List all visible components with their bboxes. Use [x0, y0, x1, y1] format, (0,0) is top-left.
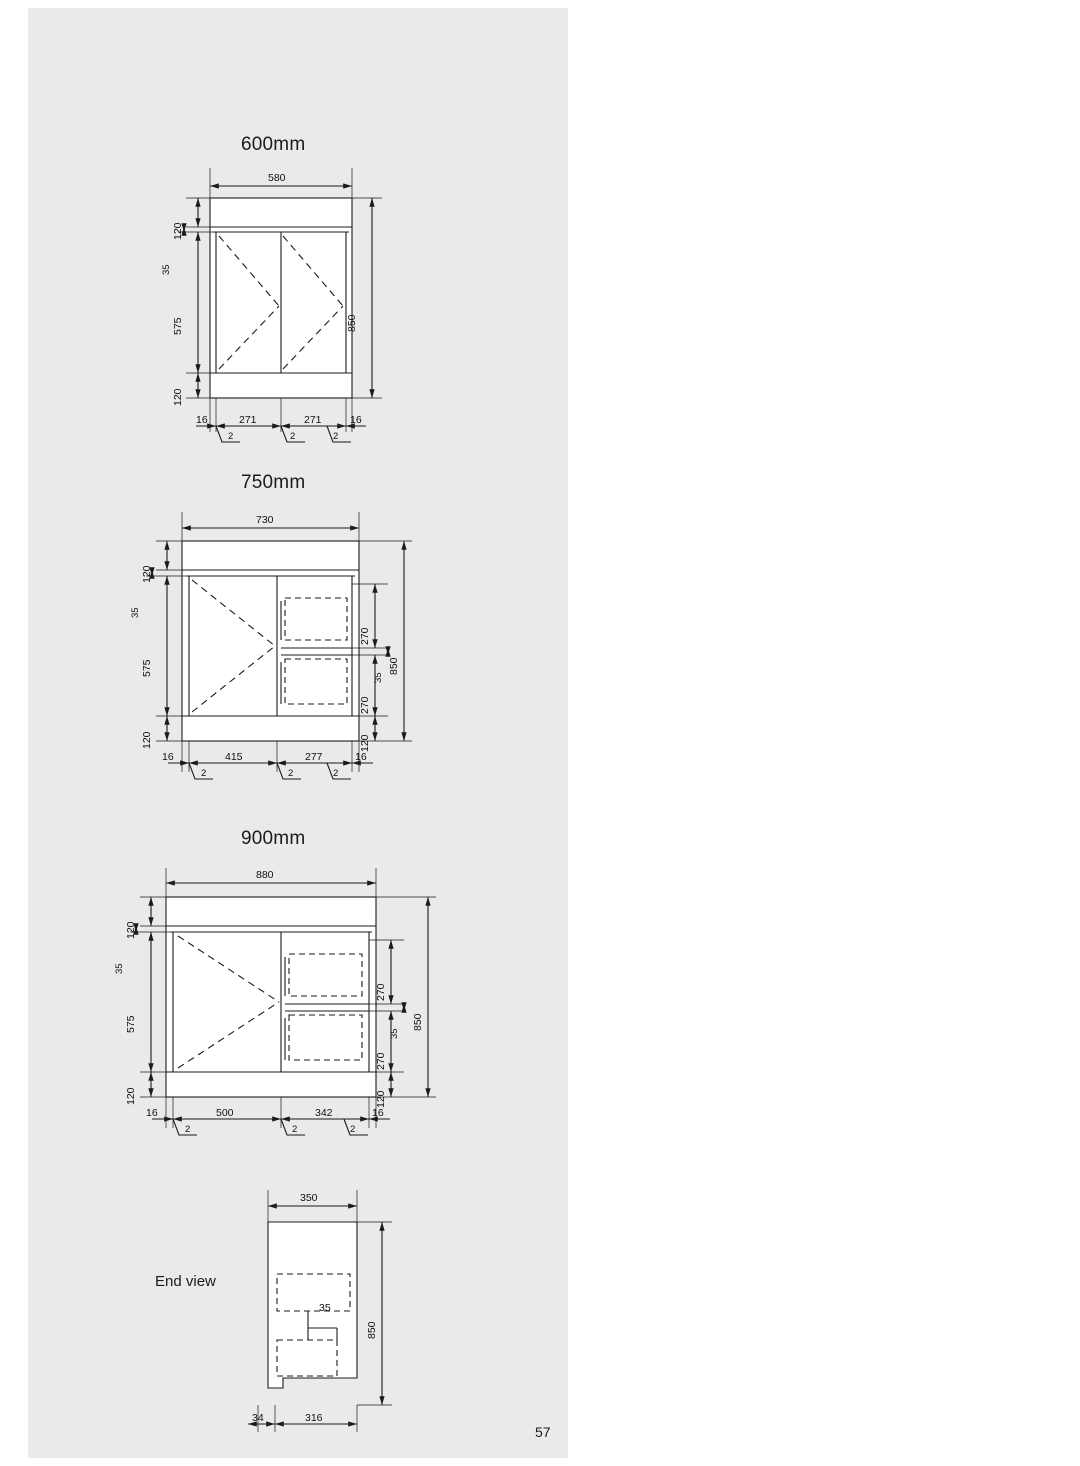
view-title-600: 600mm	[241, 134, 306, 155]
view-title-900: 900mm	[241, 828, 306, 849]
page-number: 57	[535, 1424, 551, 1440]
dim-750-mark2c: 2	[333, 768, 339, 779]
dim-750-mark2b: 2	[288, 768, 294, 779]
dim-600-b271a: 271	[239, 414, 257, 426]
dim-600-h120b: 120	[172, 388, 184, 406]
view-title-750: 750mm	[241, 472, 306, 493]
dim-600-h120a: 120	[172, 222, 184, 240]
dim-900-mark2a: 2	[185, 1124, 191, 1135]
dim-900-b342: 342	[315, 1107, 333, 1119]
dim-endview-top-width: 350	[300, 1192, 318, 1204]
dim-750-b16b: 16	[355, 751, 367, 763]
dim-750-b16a: 16	[162, 751, 174, 763]
dim-900-b500: 500	[216, 1107, 234, 1119]
dim-900-r270b: 270	[375, 1052, 387, 1070]
dim-600-mark2a: 2	[228, 431, 234, 442]
dim-900-h575: 575	[125, 1015, 137, 1033]
dim-900-h120b: 120	[125, 1087, 137, 1105]
dim-750-h35: 35	[130, 607, 141, 618]
dim-750-top-width: 730	[256, 514, 274, 526]
view-title-endview: End view	[155, 1273, 216, 1290]
dim-750-h120a: 120	[141, 565, 153, 583]
dim-600-mark2b: 2	[290, 431, 296, 442]
dim-900-b16b: 16	[372, 1107, 384, 1119]
dim-endview-b316: 316	[305, 1412, 323, 1424]
dim-750-h575: 575	[141, 659, 153, 677]
dim-900-mark2c: 2	[350, 1124, 356, 1135]
dim-600-right-850: 850	[346, 314, 358, 332]
dim-endview-b34: 34	[252, 1412, 264, 1424]
dim-900-h35: 35	[114, 963, 125, 974]
dim-900-b16a: 16	[146, 1107, 158, 1119]
dim-600-h35: 35	[161, 264, 172, 275]
dim-750-r270b: 270	[359, 696, 371, 714]
dim-600-b16a: 16	[196, 414, 208, 426]
dim-600-b16b: 16	[350, 414, 362, 426]
dim-750-r270a: 270	[359, 627, 371, 645]
dim-750-mark2a: 2	[201, 768, 207, 779]
dim-750-b277: 277	[305, 751, 323, 763]
dim-900-mark2b: 2	[292, 1124, 298, 1135]
dim-900-h120a: 120	[125, 921, 137, 939]
dim-900-top-width: 880	[256, 869, 274, 881]
dim-750-r35: 35	[373, 672, 384, 683]
dim-600-h575: 575	[172, 317, 184, 335]
dim-750-right-850: 850	[388, 657, 400, 675]
dim-750-h120b: 120	[141, 731, 153, 749]
dim-endview-inner-35: 35	[319, 1302, 331, 1314]
dim-endview-right-850: 850	[366, 1321, 378, 1339]
dim-750-b415: 415	[225, 751, 243, 763]
dim-600-mark2c: 2	[333, 431, 339, 442]
dim-600-b271b: 271	[304, 414, 322, 426]
dim-600-top-width: 580	[268, 172, 286, 184]
dim-900-r270a: 270	[375, 983, 387, 1001]
dim-900-r120: 120	[375, 1090, 387, 1108]
dim-900-right-850: 850	[412, 1013, 424, 1031]
dim-750-r120: 120	[359, 734, 371, 752]
dim-900-r35: 35	[389, 1028, 400, 1039]
